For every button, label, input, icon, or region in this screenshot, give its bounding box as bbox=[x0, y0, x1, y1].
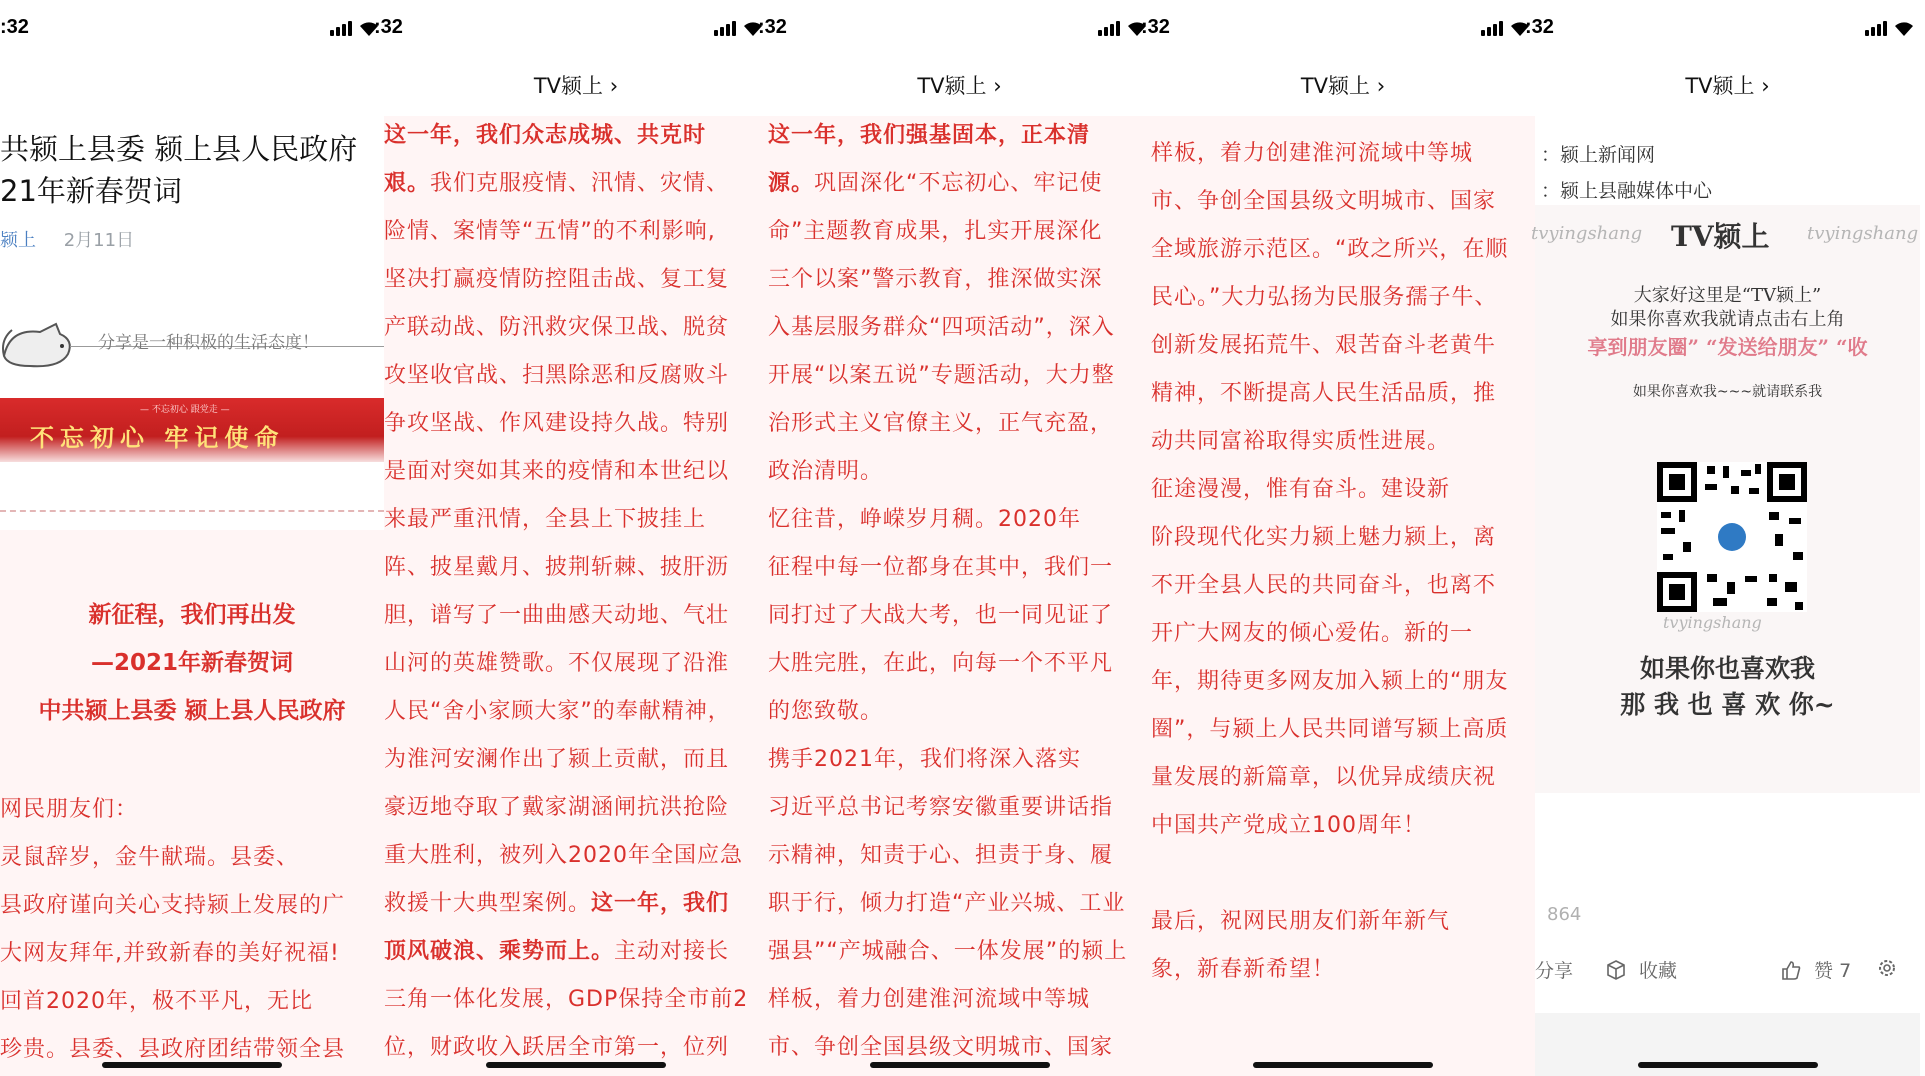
body-line: 同打过了大战大考，也一同见证了 bbox=[768, 603, 1114, 628]
signal-wifi-icon bbox=[1865, 18, 1925, 38]
poster-tag: tvyingshang bbox=[1663, 613, 1762, 632]
gear-icon bbox=[1875, 956, 1899, 980]
body-line: 样板，着力创建淮河流域中等城 bbox=[768, 987, 1091, 1012]
body-line: 救援十大典型案例。这一年，我们 bbox=[384, 891, 730, 916]
account-nav-title[interactable]: TV颍上 › bbox=[1535, 56, 1920, 116]
action-bar bbox=[1535, 950, 1920, 986]
article-body bbox=[384, 112, 768, 1072]
banner-subtitle: — 不忘初心 跟党走 — bbox=[140, 405, 230, 415]
poster-line: 如果你也喜欢我 bbox=[1639, 654, 1815, 683]
cat-icon bbox=[0, 310, 92, 372]
body-line: 习近平总书记考察安徽重要讲话指 bbox=[768, 795, 1114, 820]
body-line: 的您致敬。 bbox=[768, 699, 884, 724]
body-line: 最后，祝网民朋友们新年新气 bbox=[1151, 909, 1451, 934]
body-line: 治形式主义官僚主义，正气充盈， bbox=[768, 411, 1114, 436]
account-nav-title[interactable]: TV颍上 › bbox=[768, 56, 1151, 116]
status-time: :32 bbox=[758, 16, 787, 38]
share-banner bbox=[0, 310, 384, 370]
thumbs-up-icon bbox=[1780, 959, 1802, 981]
body-line: 豪迈地夺取了戴家湖涵闸抗洪抢险 bbox=[384, 795, 730, 820]
body-line: 来最严重汛情，全县上下披挂上 bbox=[384, 507, 707, 532]
body-line: 大胜完胜，在此，向每一个不平凡 bbox=[768, 651, 1114, 676]
party-banner bbox=[0, 398, 384, 462]
home-indicator[interactable] bbox=[1638, 1062, 1818, 1068]
poster-tag: tvyingshang bbox=[1807, 223, 1919, 244]
status-bar bbox=[1141, 0, 1535, 56]
share-slogan: 分享是一种积极的生活态度！ bbox=[98, 333, 319, 353]
body-line: 坚决打赢疫情防控阻击战、复工复 bbox=[384, 267, 730, 292]
account-nav-title[interactable]: TV颍上 › bbox=[1151, 56, 1535, 116]
publish-date: 2月11日 bbox=[63, 230, 135, 251]
article-body bbox=[1151, 130, 1535, 994]
screenshot-panel-4 bbox=[1141, 0, 1535, 1076]
article-body bbox=[0, 786, 384, 1074]
home-indicator[interactable] bbox=[870, 1062, 1050, 1068]
read-count: 864 bbox=[1547, 904, 1582, 925]
status-time: :32 bbox=[0, 16, 29, 38]
body-line: 艰。我们克服疫情、汛情、灾情、 bbox=[384, 171, 730, 196]
divider bbox=[0, 510, 384, 512]
home-indicator[interactable] bbox=[1253, 1062, 1433, 1068]
bold-phrase: 顶风破浪、乘势而上。 bbox=[384, 939, 615, 964]
account-link[interactable]: 颍上 bbox=[0, 230, 36, 251]
body-line: 入基层服务群众“四项活动”，深入 bbox=[768, 315, 1115, 340]
body-line: 是面对突如其来的疫情和本世纪以 bbox=[384, 459, 730, 484]
settings-button[interactable] bbox=[1875, 956, 1899, 981]
body-line: 网民朋友们： bbox=[0, 797, 139, 822]
body-line: 灵鼠辞岁，金牛献瑞。县委、 bbox=[0, 845, 300, 870]
body-line: 为淮河安澜作出了颍上贡献，而且 bbox=[384, 747, 730, 772]
status-bar bbox=[1525, 0, 1920, 56]
article-title: 共颍上县委 颍上县人民政府 21年新春贺词 bbox=[0, 132, 358, 208]
body-line: 开广大网友的倾心爱佑。新的一 bbox=[1151, 621, 1474, 646]
poster-line: 如果你喜欢我~~~就请联系我 bbox=[1632, 384, 1823, 400]
account-nav-title[interactable]: TV颍上 › bbox=[384, 56, 768, 116]
article-body bbox=[768, 112, 1151, 1072]
bold-phrase: 这一年，我们 bbox=[591, 891, 730, 916]
body-line: 这一年，我们众志成城、共克时 bbox=[384, 123, 707, 148]
body-line: 争攻坚战、作风建设持久战。特别 bbox=[384, 411, 730, 436]
body-line: 全域旅游示范区。“政之所兴，在顺 bbox=[1151, 237, 1509, 262]
body-line: 年，期待更多网友加入颍上的“朋友 bbox=[1151, 669, 1509, 694]
body-line: 强县”“产城融合、一体发展”的颍上 bbox=[768, 939, 1128, 964]
body-line: 阵、披星戴月、披荆斩棘、披肝沥 bbox=[384, 555, 730, 580]
body-line: 大网友拜年,并致新春的美好祝福! bbox=[0, 941, 340, 966]
poster-tag: tvyingshang bbox=[1531, 223, 1643, 244]
status-time: :32 bbox=[1525, 16, 1554, 38]
home-indicator[interactable] bbox=[102, 1062, 282, 1068]
body-line: 携手2021年，我们将深入落实 bbox=[768, 747, 1081, 772]
status-bar bbox=[0, 0, 384, 56]
body-line: 源。巩固深化“不忘初心、牢记使 bbox=[768, 171, 1103, 196]
body-line: 县政府谨向关心支持颍上发展的广 bbox=[0, 893, 346, 918]
qr-code[interactable] bbox=[1657, 462, 1807, 612]
body-line: 山河的英雄赞歌。不仅展现了沿淮 bbox=[384, 651, 730, 676]
screenshot-panel-1 bbox=[0, 0, 384, 1076]
body-line: 阶段现代化实力颍上魅力颍上，离 bbox=[1151, 525, 1497, 550]
body-line: 政治清明。 bbox=[768, 459, 884, 484]
bold-phrase: 源。 bbox=[768, 171, 815, 196]
status-bar bbox=[374, 0, 768, 56]
collect-button[interactable]: 收藏 bbox=[1605, 956, 1677, 983]
body-line: 顶风破浪、乘势而上。主动对接长 bbox=[384, 939, 730, 964]
body-line: 三个以案”警示教育，推深做实深 bbox=[768, 267, 1103, 292]
source-website: ：颍上新闻网 bbox=[1541, 144, 1656, 166]
status-time: :32 bbox=[1141, 16, 1170, 38]
body-line: 产联动战、防汛救灾保卫战、脱贫 bbox=[384, 315, 730, 340]
status-time: :32 bbox=[374, 16, 403, 38]
body-line bbox=[1151, 850, 1535, 898]
screenshot-panel-3 bbox=[758, 0, 1151, 1076]
screenshot-panel-5 bbox=[1525, 0, 1920, 1076]
home-indicator[interactable] bbox=[486, 1062, 666, 1068]
poster-line: 如果你喜欢我就请点击右上角 bbox=[1610, 309, 1845, 330]
body-line: 市、争创全国县级文明城市、国家 bbox=[1151, 189, 1497, 214]
poster-line: 那 我 也 喜 欢 你~ bbox=[1620, 690, 1835, 719]
article-meta bbox=[0, 226, 134, 252]
banner-title: 不忘初心 牢记使命 bbox=[30, 423, 285, 452]
body-line: 征途漫漫，惟有奋斗。建设新 bbox=[1151, 477, 1451, 502]
body-line: 命”主题教育成果，扎实开展深化 bbox=[768, 219, 1103, 244]
screenshot-panel-2 bbox=[374, 0, 768, 1076]
body-line: 开展“以案五说”专题活动，大力整 bbox=[768, 363, 1115, 388]
body-line: 回首2020年，极不平凡，无比 bbox=[0, 989, 313, 1014]
body-line: 位，财政收入跃居全市第一，位列 bbox=[384, 1035, 730, 1060]
share-button[interactable]: 分享 bbox=[1535, 960, 1574, 982]
body-line: 不开全县人民的共同奋斗，也离不 bbox=[1151, 573, 1497, 598]
body-line: 量发展的新篇章，以优异成绩庆祝 bbox=[1151, 765, 1497, 790]
body-line: 中国共产党成立100周年！ bbox=[1151, 813, 1426, 838]
heading-main: 新征程，我们再出发 bbox=[88, 602, 296, 628]
body-line: 象，新春新希望！ bbox=[1151, 957, 1336, 982]
bold-phrase: 艰。 bbox=[384, 171, 431, 196]
body-line: 市、争创全国县级文明城市、国家 bbox=[768, 1035, 1114, 1060]
source-media-center: ：颍上县融媒体中心 bbox=[1541, 180, 1713, 202]
body-line: 险情、案情等“五情”的不利影响, bbox=[384, 219, 716, 244]
promo-poster bbox=[1531, 205, 1920, 793]
body-line: 动共同富裕取得实质性进展。 bbox=[1151, 429, 1451, 454]
body-line: 三角一体化发展，GDP保持全市前2 bbox=[384, 987, 749, 1012]
body-line: 攻坚收官战、扫黑除恶和反腐败斗 bbox=[384, 363, 730, 388]
like-button[interactable]: 赞 7 bbox=[1780, 956, 1851, 983]
body-line: 示精神，知责于心、担责于身、履 bbox=[768, 843, 1114, 868]
body-line: 人民“舍小家顾大家”的奉献精神， bbox=[384, 699, 731, 724]
body-line: 忆往昔，峥嵘岁月稠。2020年 bbox=[768, 507, 1081, 532]
body-line: 征程中每一位都身在其中，我们一 bbox=[768, 555, 1114, 580]
poster-line: 大家好这里是“TV颍上” bbox=[1633, 285, 1822, 306]
body-line: 精神，不断提高人民生活品质，推 bbox=[1151, 381, 1497, 406]
cube-icon bbox=[1605, 959, 1627, 981]
body-line: 圈”，与颍上人民共同谱写颍上高质 bbox=[1151, 717, 1509, 742]
heading-sub: —2021年新春贺词 bbox=[90, 650, 293, 676]
body-line: 职于行，倾力打造“产业兴城、工业 bbox=[768, 891, 1126, 916]
body-line: 这一年，我们强基固本，正本清 bbox=[768, 123, 1091, 148]
body-line: 样板，着力创建淮河流域中等城 bbox=[1151, 141, 1474, 166]
poster-line: 享到朋友圈” “发送给朋友” “收 bbox=[1587, 335, 1868, 359]
body-line: 民心。”大力弘扬为民服务孺子牛、 bbox=[1151, 285, 1498, 310]
poster-logo: TV颍上 bbox=[1671, 220, 1770, 253]
status-bar bbox=[758, 0, 1151, 56]
heading-authors: 中共颍上县委 颍上县人民政府 bbox=[38, 698, 346, 724]
body-line: 胆，谱写了一曲曲感天动地、气壮 bbox=[384, 603, 730, 628]
body-line: 重大胜利，被列入2020年全国应急 bbox=[384, 843, 743, 868]
body-line: 珍贵。县委、县政府团结带领全县 bbox=[0, 1037, 346, 1062]
body-line: 创新发展拓荒牛、艰苦奋斗老黄牛 bbox=[1151, 333, 1497, 358]
